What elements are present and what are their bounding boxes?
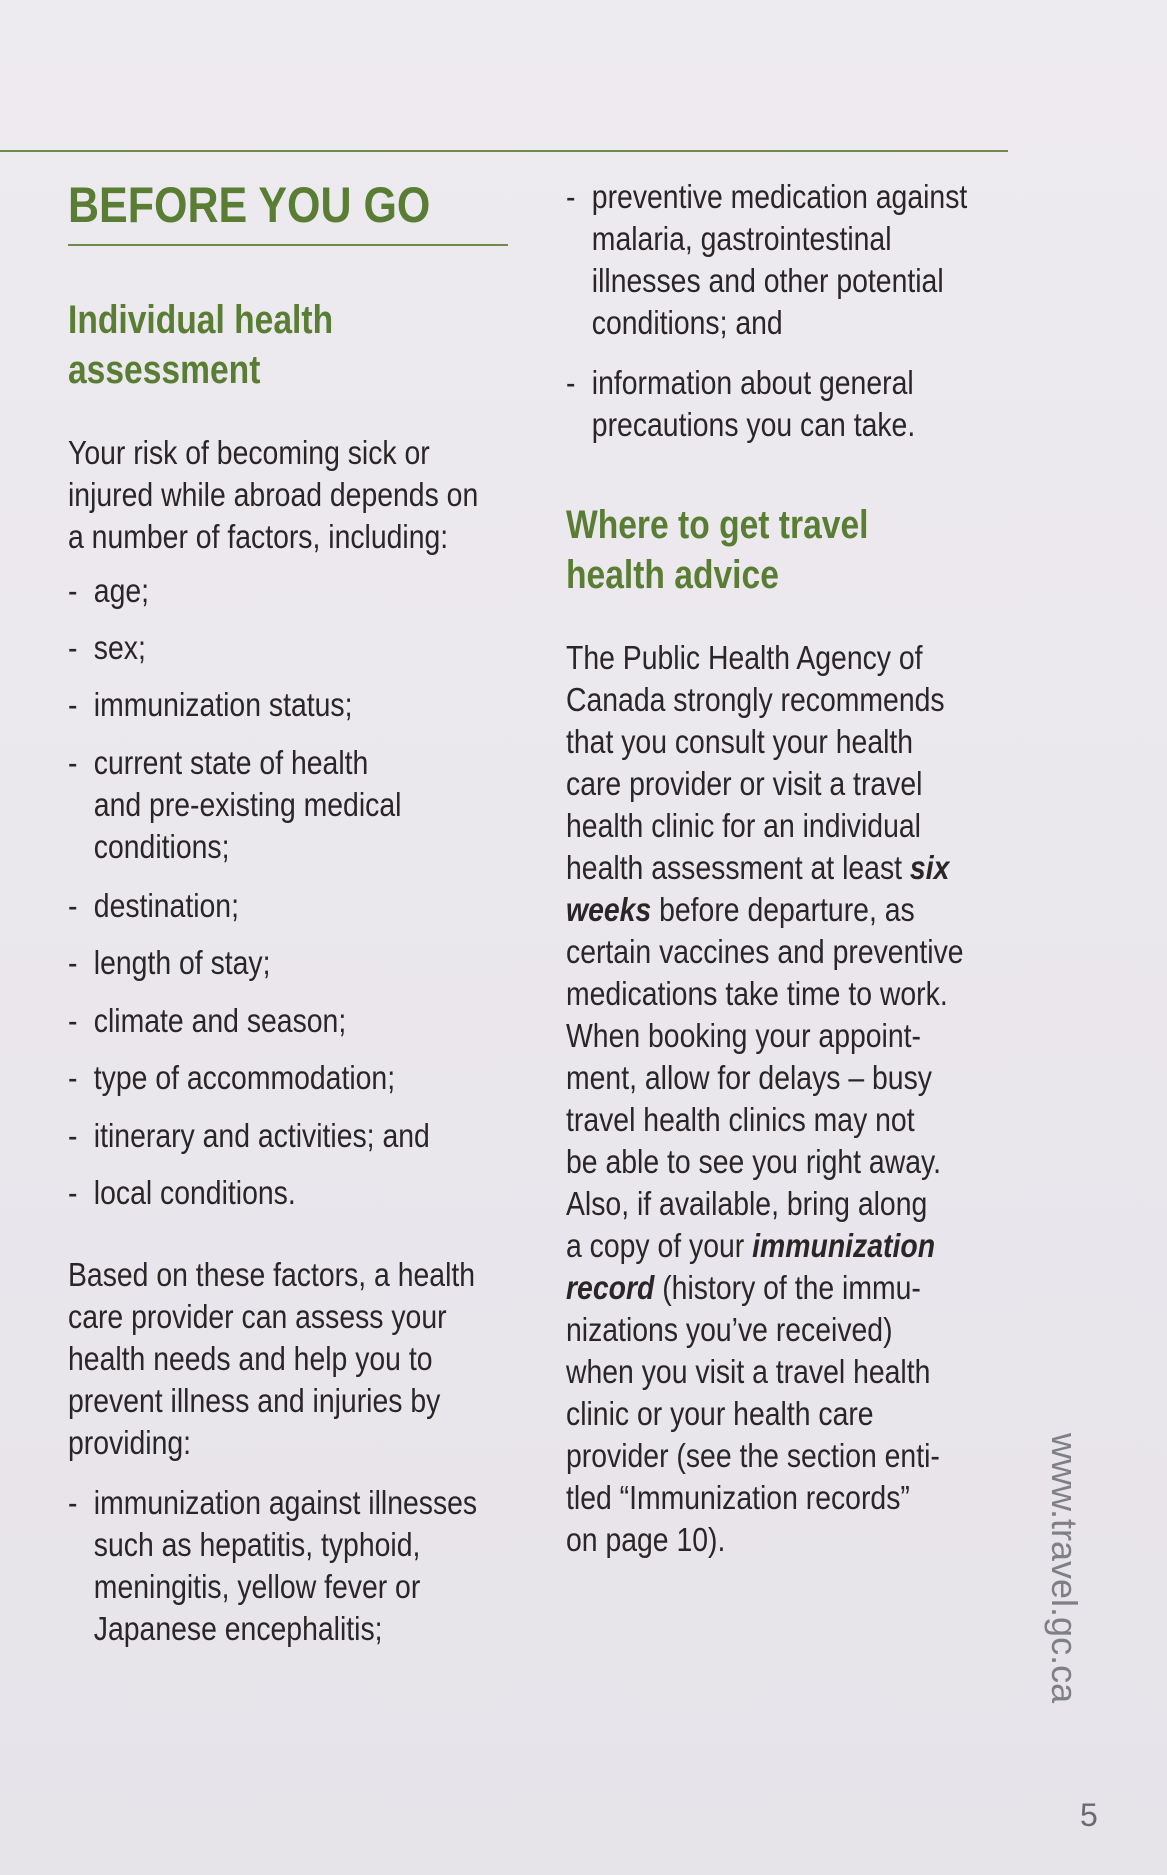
- text-line: Based on these factors, a health: [68, 1256, 476, 1293]
- risk-factor-list: [68, 885, 618, 927]
- text-line: health assessment at least six: [566, 849, 950, 886]
- risk-factor-list: [68, 684, 618, 726]
- risk-factor-list: [68, 742, 618, 868]
- section-title-line: Individual health: [68, 298, 334, 342]
- section-title-line: Where to get travel: [566, 503, 869, 547]
- text-line: weeks before departure, as: [566, 891, 915, 928]
- text-line: a copy of your immunization: [566, 1227, 936, 1264]
- text-line: tled “Immunization records”: [566, 1479, 910, 1516]
- list-item: - destination;: [68, 887, 239, 924]
- section-title-assessment: [68, 295, 384, 395]
- text-line: The Public Health Agency of: [566, 639, 923, 676]
- section-title-advice: [566, 500, 926, 600]
- list-item: - current state of health and pre-existing medical conditions;: [68, 744, 402, 865]
- emphasis-six: six: [909, 849, 950, 886]
- text-line: provider (see the section enti-: [566, 1437, 940, 1474]
- text-line: be able to see you right away.: [566, 1143, 941, 1180]
- text-line: care provider or visit a travel: [566, 765, 923, 802]
- list-item: - sex;: [68, 629, 146, 666]
- text-line: record (history of the immu-: [566, 1269, 921, 1306]
- text-line: Canada strongly recommends: [566, 681, 945, 718]
- text-line: ment, allow for delays – busy: [566, 1059, 932, 1096]
- text-line: a number of factors, including:: [68, 518, 449, 555]
- emphasis-immunization: immunization: [752, 1227, 936, 1264]
- text-line: when you visit a travel health: [566, 1353, 931, 1390]
- text-line: nizations you’ve received): [566, 1311, 893, 1348]
- text-line: health clinic for an individual: [566, 807, 921, 844]
- risk-factor-list: [68, 1057, 618, 1099]
- provides-list: [68, 1482, 618, 1650]
- section-title-line: assessment: [68, 348, 261, 392]
- section-title-line: health advice: [566, 553, 779, 597]
- text-line: clinic or your health care: [566, 1395, 874, 1432]
- emphasis-weeks: weeks: [566, 891, 652, 928]
- list-item: - information about general precautions you can take.: [566, 364, 916, 443]
- emphasis-record: record: [566, 1269, 655, 1306]
- text-line: care provider can assess your: [68, 1298, 447, 1335]
- top-rule: [0, 150, 1008, 152]
- list-item: - itinerary and activities; and: [68, 1117, 430, 1154]
- text-line: on page 10).: [566, 1521, 726, 1558]
- text-line: providing:: [68, 1424, 192, 1461]
- provides-list-continued: [566, 176, 1116, 344]
- website-url: www.travel.gc.ca: [1044, 1433, 1085, 1704]
- advice-paragraph: [566, 637, 1086, 1561]
- text-line: certain vaccines and preventive: [566, 933, 964, 970]
- list-item: - length of stay;: [68, 944, 271, 981]
- based-paragraph: [68, 1254, 588, 1464]
- text-line: health needs and help you to: [68, 1340, 433, 1377]
- list-item: - age;: [68, 572, 150, 609]
- list-item: - immunization against illnesses such as hepatitis, typhoid, meningitis, yellow fever or Japanese encephalitis;: [68, 1484, 478, 1647]
- page-number: 5: [1080, 1797, 1098, 1833]
- text-line: medications take time to work.: [566, 975, 948, 1012]
- intro-paragraph: [68, 432, 588, 558]
- list-item: - climate and season;: [68, 1002, 347, 1039]
- risk-factor-list: [68, 627, 618, 669]
- provides-list-continued: [566, 362, 1116, 446]
- text-line: that you consult your health: [566, 723, 914, 760]
- heading-rule: [68, 244, 508, 246]
- risk-factor-list: [68, 570, 618, 612]
- risk-factor-list: [68, 942, 618, 984]
- risk-factor-list: [68, 1172, 618, 1214]
- risk-factor-list: [68, 1115, 618, 1157]
- list-item: - type of accommodation;: [68, 1059, 396, 1096]
- page-heading: BEFORE YOU GO: [68, 177, 431, 233]
- list-item: - preventive medication against malaria, gastrointestinal illnesses and other potential conditions; and: [566, 178, 968, 341]
- text-line: prevent illness and injuries by: [68, 1382, 441, 1419]
- text-line: travel health clinics may not: [566, 1101, 915, 1138]
- text-line: injured while abroad depends on: [68, 476, 479, 513]
- text-line: Your risk of becoming sick or: [68, 434, 430, 471]
- text-line: Also, if available, bring along: [566, 1185, 928, 1222]
- list-item: - local conditions.: [68, 1174, 296, 1211]
- risk-factor-list: [68, 1000, 618, 1042]
- list-item: - immunization status;: [68, 686, 353, 723]
- text-line: When booking your appoint-: [566, 1017, 921, 1054]
